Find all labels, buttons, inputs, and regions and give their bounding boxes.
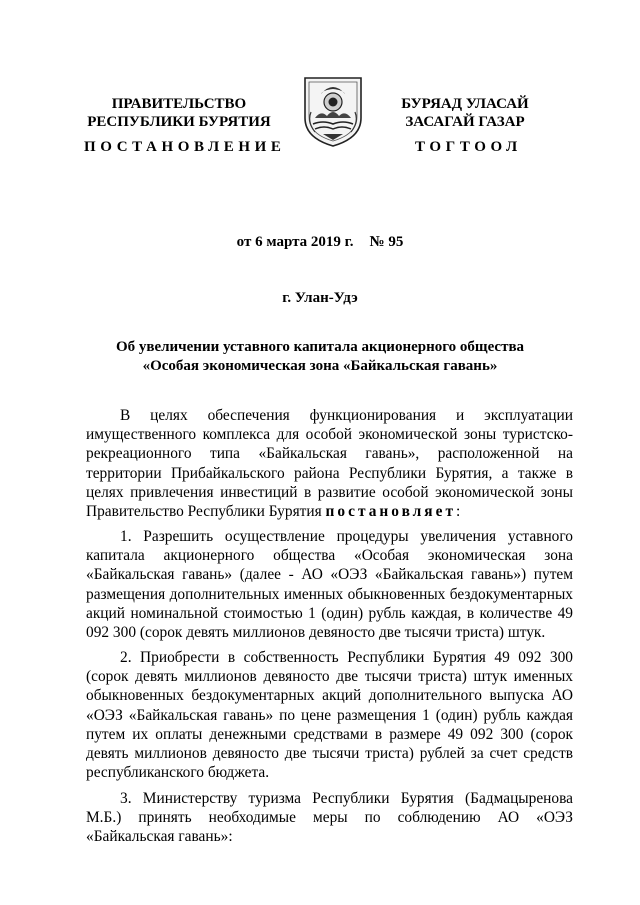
coat-of-arms-emblem xyxy=(301,72,365,148)
title-line-1: Об увеличении уставного капитала акционерного общества xyxy=(115,339,525,355)
title-line-2: «Особая экономическая зона «Байкальская гавань» xyxy=(142,358,498,374)
preamble-text: В целях обеспечения функционирования и эксплуатации имущественного комплекса для особой экономической зоны туристско-рекреационного типа «Байкальская гавань», расположенной на территории Прибайкальского района Республики Бурятия, а также в целях привлечения инвестиций в развитие особой экономической зоны Правительство Республики Бурятия xyxy=(86,407,573,521)
issuer-buryat-line-2: ЗАСАГАЙ ГАЗАР xyxy=(405,114,525,130)
issuer-name-buryat xyxy=(380,95,550,131)
issuer-buryat-line-1: БУРЯАД УЛАСАЙ xyxy=(401,96,529,112)
clause-3: 3. Министерству туризма Республики Бурятия (Бадмацыренова М.Б.) принять необходимые меры по соблюдению АО «ОЭЗ «Байкальская гавань»: xyxy=(86,790,573,846)
issuer-line-2: РЕСПУБЛИКИ БУРЯТИЯ xyxy=(87,114,271,130)
decree-word: постановляет xyxy=(325,503,457,521)
doc-type-buryat: ТОГТООЛ xyxy=(415,139,522,155)
issuer-line-1: ПРАВИТЕЛЬСТВО xyxy=(111,96,247,112)
document-title xyxy=(0,338,640,376)
preamble-ending: : xyxy=(456,503,461,521)
preamble-paragraph xyxy=(86,406,573,521)
document-number: № 95 xyxy=(369,234,404,250)
date-line xyxy=(0,234,640,251)
clause-2: 2. Приобрести в собственность Республики Бурятия 49 092 300 (сорок девять миллионов девяносто две тысячи триста) штук именных обыкновенных бездокументарных акций дополнительного выпуска АО «ОЭЗ «Байкальская гавань» по цене размещения 1 (один) рубль каждая путем их оплаты денежными средствами в размере 49 092 300 (сорок девять миллионов девяносто две тысячи триста) рублей за счет средств республиканского бюджета. xyxy=(86,649,573,782)
document-city: г. Улан-Удэ xyxy=(282,290,358,306)
doc-type-russian: ПОСТАНОВЛЕНИЕ xyxy=(84,139,286,155)
document-date: от 6 марта 2019 г. xyxy=(236,234,354,250)
issuer-name-russian xyxy=(84,95,274,131)
clause-1: 1. Разрешить осуществление процедуры увеличения уставного капитала акционерного общества «Особая экономическая зона «Байкальская гавань» (далее - АО «ОЭЗ «Байкальская гавань») путем размещения дополнительных именных обыкновенных бездокументарных акций номинальной стоимостью 1 (один) рубль каждая, в количестве 49 092 300 (сорок девять миллионов девяносто две тысячи триста) штук. xyxy=(86,528,573,642)
